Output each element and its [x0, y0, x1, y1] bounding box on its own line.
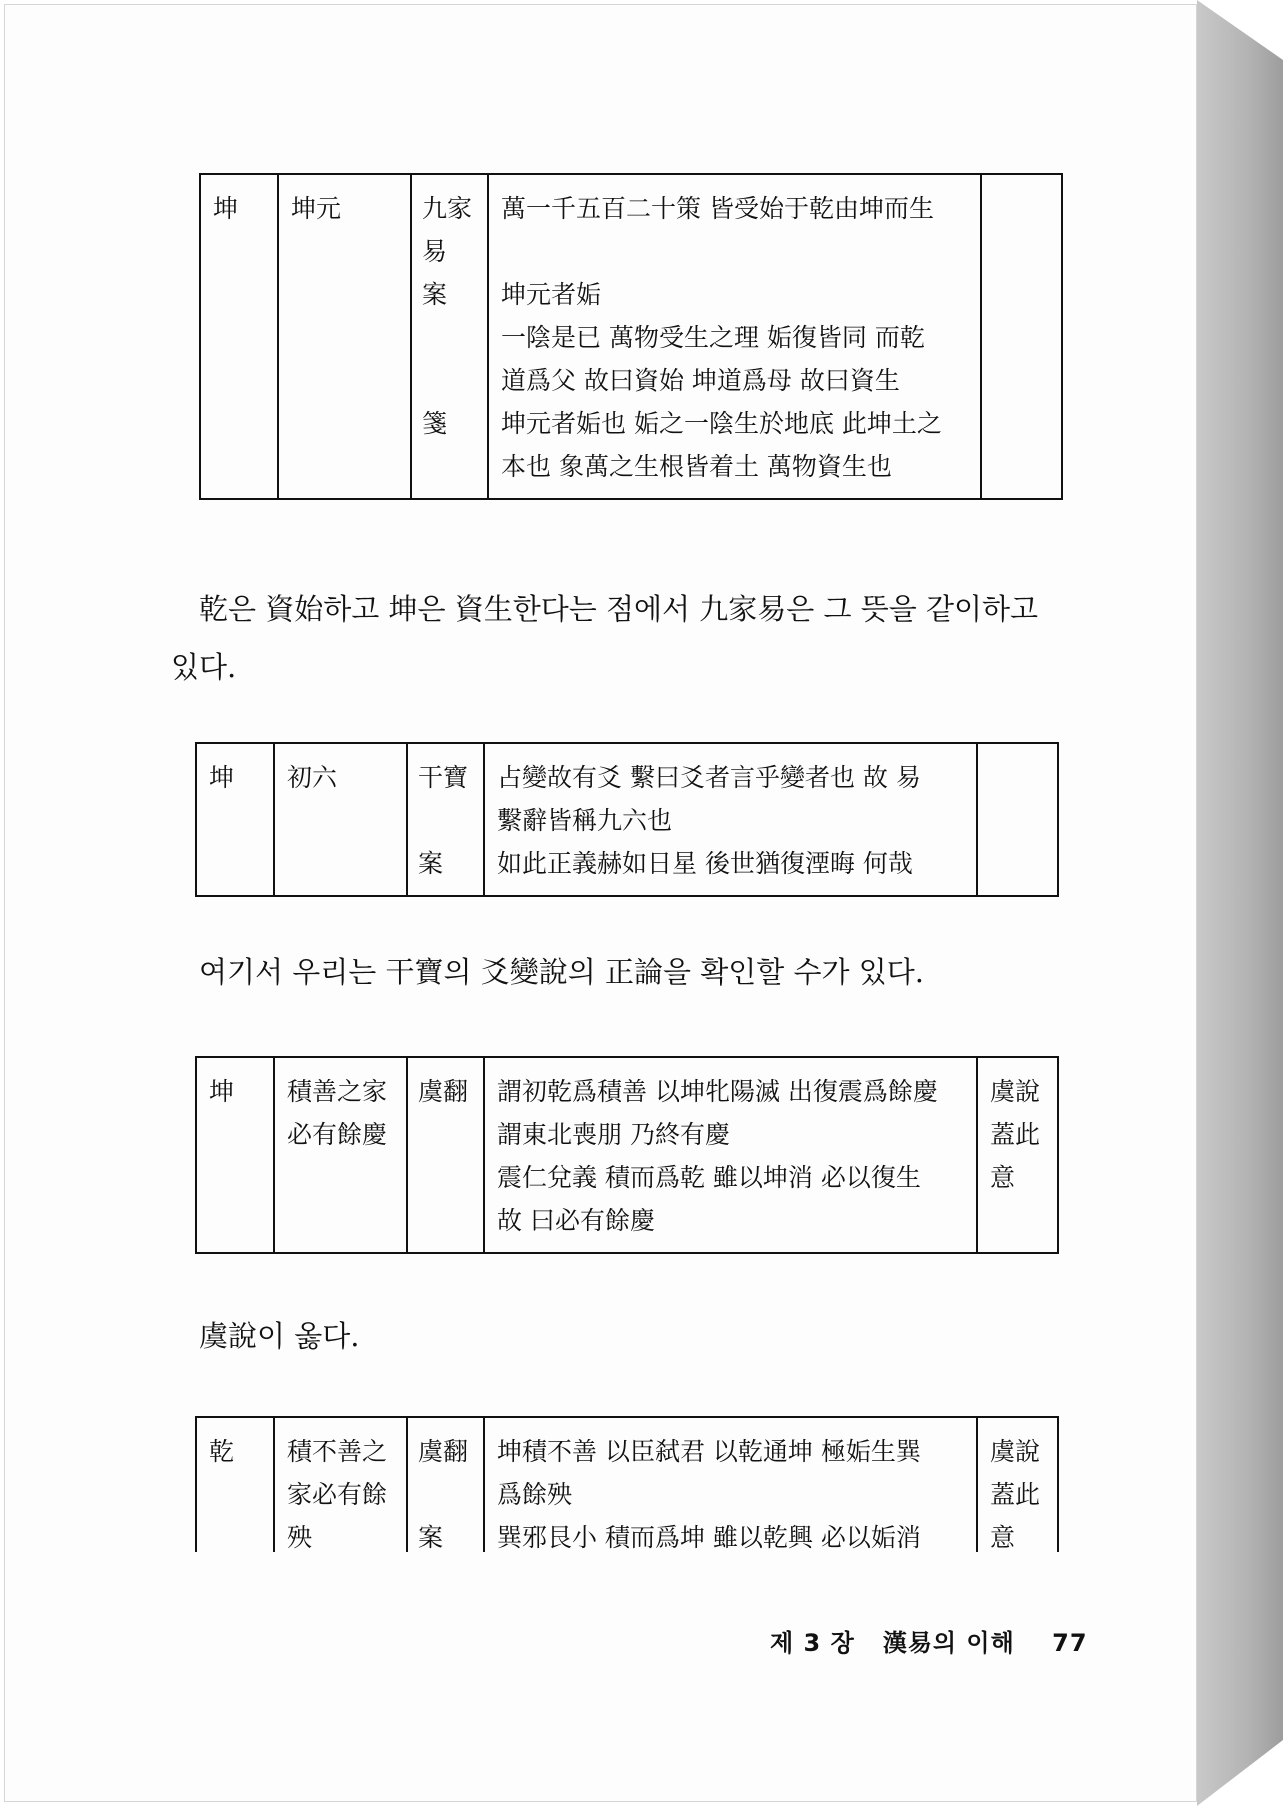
- commentator-cell: 九家 易 案 箋: [411, 174, 488, 499]
- commentary-table-1: [199, 173, 1063, 500]
- remark-cell: [977, 743, 1058, 896]
- chapter-label: 제 3 장: [770, 1629, 855, 1657]
- body-paragraph-1-cont: 있다.: [171, 650, 237, 684]
- table-4-clip: [195, 1416, 1061, 1552]
- page-number: 77: [1052, 1629, 1088, 1657]
- hexagram-cell: 坤: [200, 174, 278, 499]
- table-row: [196, 743, 1058, 896]
- body-paragraph-1: 乾은 資始하고 坤은 資生한다는 점에서 九家易은 그 뜻을 같이하고: [199, 592, 1038, 626]
- table-row: [200, 174, 1062, 499]
- remark-cell: 虞說 蓋此 意: [977, 1417, 1058, 1552]
- commentator-cell: 干寶 案: [407, 743, 484, 896]
- commentator-cell: 虞翻: [407, 1057, 484, 1253]
- body-paragraph-2: 여기서 우리는 干寶의 爻變說의 正論을 확인할 수가 있다.: [199, 955, 924, 989]
- hexagram-cell: 乾: [196, 1417, 274, 1552]
- commentary-cell: 坤積不善 以臣弑君 以乾通坤 極姤生巽 爲餘殃 巽邪艮小 積而爲坤 雖以乾興 必以姤消: [484, 1417, 977, 1552]
- hexagram-cell: 坤: [196, 743, 274, 896]
- commentary-cell: 萬一千五百二十策 皆受始于乾由坤而生 坤元者姤 一陰是已 萬物受生之理 姤復皆同 而乾 道爲父 故曰資始 坤道爲母 故曰資生 坤元者姤也 姤之一陰生於地底 此坤土之 本也 象萬之生根皆着土 萬物資生也: [488, 174, 981, 499]
- page-footer: [770, 1623, 1088, 1658]
- commentary-table-2: [195, 742, 1059, 897]
- phrase-cell: 積善之家 必有餘慶: [274, 1057, 407, 1253]
- body-paragraph-3: 虞說이 옳다.: [199, 1319, 360, 1353]
- commentator-cell: 虞翻 案: [407, 1417, 484, 1552]
- commentary-cell: 占變故有爻 繫曰爻者言乎變者也 故 易 繫辭皆稱九六也 如此正義赫如日星 後世猶復湮晦 何哉: [484, 743, 977, 896]
- book-side-edge: [1197, 0, 1283, 1806]
- commentary-cell: 謂初乾爲積善 以坤牝陽滅 出復震爲餘慶 謂東北喪朋 乃終有慶 震仁兌義 積而爲乾 雖以坤消 必以復生 故 曰必有餘慶: [484, 1057, 977, 1253]
- table-row: [196, 1057, 1058, 1253]
- phrase-cell: 積不善之 家必有餘 殃: [274, 1417, 407, 1552]
- commentary-table-4: [195, 1416, 1059, 1552]
- table-row: [196, 1417, 1058, 1552]
- remark-cell: 虞說 蓋此 意: [977, 1057, 1058, 1253]
- remark-cell: [981, 174, 1062, 499]
- commentary-table-3: [195, 1056, 1059, 1254]
- book-page: [4, 4, 1197, 1802]
- phrase-cell: 初六: [274, 743, 407, 896]
- phrase-cell: 坤元: [278, 174, 411, 499]
- hexagram-cell: 坤: [196, 1057, 274, 1253]
- chapter-title: 漢易의 이해: [882, 1629, 1015, 1657]
